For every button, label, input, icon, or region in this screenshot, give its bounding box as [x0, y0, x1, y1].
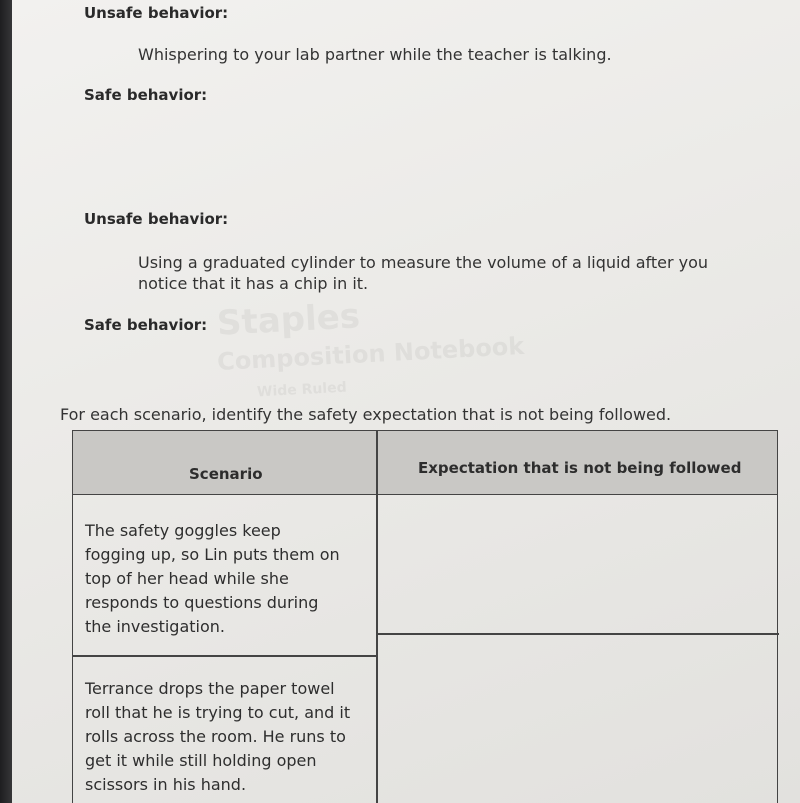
table-row-2-scenario	[85, 677, 370, 797]
safe-behavior-label-1: Safe behavior:	[84, 86, 208, 104]
scenario-line: rolls across the room. He runs to	[85, 727, 346, 746]
bleed-through-ruling: Wide Ruled	[256, 379, 348, 401]
table-row-1-expectation[interactable]	[385, 503, 770, 623]
worksheet-page	[12, 0, 800, 803]
scenario-line: the investigation.	[85, 617, 225, 636]
scenario-line: The safety goggles keep	[85, 521, 281, 540]
bleed-through-product: Composition Notebook	[216, 331, 525, 377]
column-divider	[376, 431, 378, 803]
unsafe-behavior-text-2a: Using a graduated cylinder to measure the volume of a liquid after you	[138, 253, 709, 272]
unsafe-behavior-text-2b: notice that it has a chip in it.	[138, 274, 369, 293]
scenario-line: Terrance drops the paper towel	[85, 679, 335, 698]
unsafe-behavior-label-2: Unsafe behavior:	[84, 210, 229, 228]
unsafe-behavior-text-1: Whispering to your lab partner while the teacher is talking.	[138, 45, 612, 64]
table-row-2-expectation[interactable]	[385, 643, 770, 803]
scenario-line: top of her head while she	[85, 569, 289, 588]
row-divider-right	[377, 633, 779, 635]
header-scenario: Scenario	[189, 465, 263, 483]
table-instructions: For each scenario, identify the safety expectation that is not being followed.	[60, 405, 672, 424]
scenario-line: scissors in his hand.	[85, 775, 247, 794]
header-expectation: Expectation that is not being followed	[418, 459, 742, 477]
unsafe-behavior-label-1: Unsafe behavior:	[84, 4, 229, 22]
safe-behavior-label-2: Safe behavior:	[84, 316, 208, 334]
scenario-line: get it while still holding open	[85, 751, 317, 770]
row-divider-left	[73, 655, 377, 657]
scenario-line: fogging up, so Lin puts them on	[85, 545, 340, 564]
scenario-line: roll that he is trying to cut, and it	[85, 703, 351, 722]
scenario-table	[72, 430, 778, 803]
table-row-1-scenario	[85, 519, 370, 639]
bleed-through-brand: Staples	[216, 296, 361, 344]
scenario-line: responds to questions during	[85, 593, 319, 612]
